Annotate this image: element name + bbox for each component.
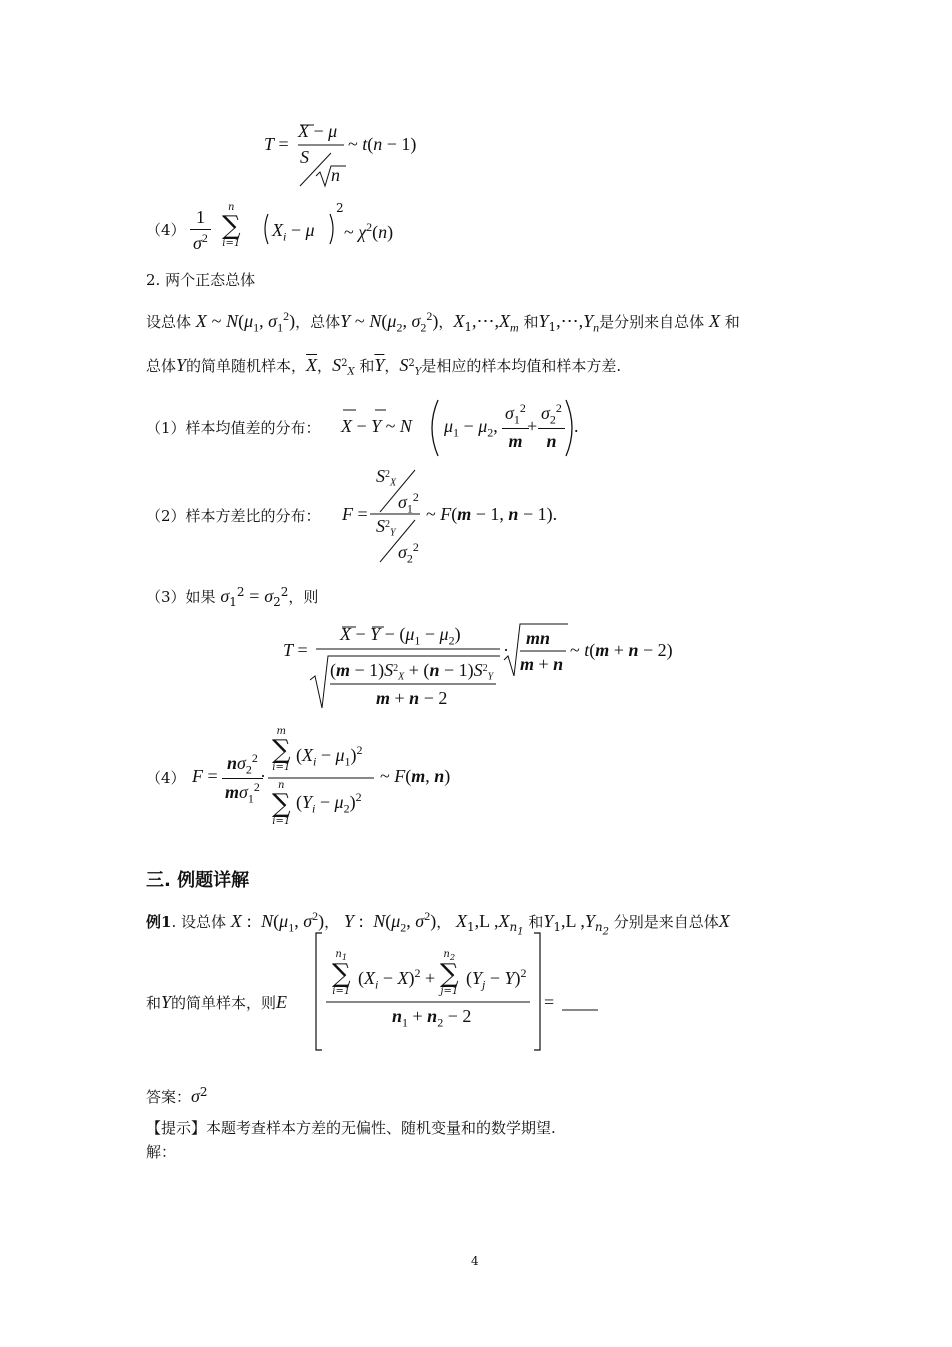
item3-inner-denominator: m + n − 2 <box>376 688 448 708</box>
solution-label: 解： <box>146 1143 177 1161</box>
formula-chi-sum: n ∑ i=1 <box>222 202 241 249</box>
example1-line1: 例1. 设总体 X : $N(\mu_1$, $\sigma^2$)， Y : $N(\mu_2$, $\sigma^2$)， $X_1,L$ $,X_{n_1}$ 和$Y_1,L$ $,Y_{n_2}$ 分别是来自总体X <box>146 909 730 938</box>
item3-sqrt-num: mn <box>526 628 551 648</box>
formula-t-lhs: T = <box>264 134 289 154</box>
section2-intro-line2: 总体Y的简单随机样本，$\overline{X}$，$S^2_X$ 和$\overline{Y}$，$S^2_Y$是相应的样本均值和样本方差. <box>146 355 622 378</box>
example1-sum2: $n_2$ ∑ j=1 <box>440 949 459 998</box>
item1-line: （1）样本均值差的分布： <box>146 419 321 437</box>
item1-formula-end: . <box>574 416 579 436</box>
item4b-formula-lhs: F = <box>192 766 218 786</box>
item2-formula-rhs: ~ F(m − 1, n − 1). <box>426 504 558 524</box>
item1-formula-frac1: $\frac{\sigma_1^2}{m}$ <box>502 400 529 453</box>
item4b-top-term: $(X_i - \mu_1)^2$ <box>296 743 363 769</box>
item3-line: （3）如果 $\sigma_1^2 = \sigma_2^2$，则 <box>146 585 319 609</box>
item3-numerator: $X - Y - (\mu_1 - \mu_2)$ <box>340 624 461 648</box>
item3-inner-numerator: $(m - 1)S^2_X + (n - 1)S^2_Y$ <box>330 660 494 683</box>
example1-term1: $(X_i - X)^2$ + <box>358 966 436 992</box>
item4b-formula-rhs: ~ F(m, n) <box>380 766 451 786</box>
item4b-sum-bottom: n ∑ i=1 <box>272 780 291 827</box>
example1-sum1: $n_1$ ∑ i=1 <box>332 949 351 998</box>
item3-formula-rhs: ~ t(m + n − 2) <box>570 640 673 660</box>
item3-sqrt-den: m + n <box>520 654 564 674</box>
formula-chi-rhs: ~ $\chi^2(n)$ <box>344 220 394 242</box>
formula-t-denominator-n: n <box>331 165 340 185</box>
item3-dot: · <box>503 640 509 660</box>
section2-heading: 2. 两个正态总体 <box>146 271 256 289</box>
item2-sy: $S^2_Y$ <box>376 516 396 539</box>
item2-sigma2: $\sigma_2^2$ <box>398 540 419 566</box>
section2-intro-line1: 设总体 X ~ $N(\mu_1$, $\sigma_1^2$)，总体Y ~ $N(\mu_2$, $\sigma_2^2$)，$X_1,\cdots,X_m$ 和$Y_1,\cdots,Y_n$是分别来自总体 X 和 <box>146 309 740 335</box>
formula-t-denominator-s: S <box>300 147 309 167</box>
item-label-4b: （4） <box>146 769 186 787</box>
formula-chi-power: 2 <box>336 201 344 215</box>
item4b-coef: $\frac{n\sigma_2^2}{m\sigma_1^2}$ <box>222 750 263 807</box>
example1-denominator: $n_1 + n_2 - 2$ <box>392 1006 472 1030</box>
formula-chi-term: $X_i - \mu$ <box>272 220 315 244</box>
example1-term2: $(Y_j - Y)^2$ <box>466 966 527 992</box>
item2-formula-lhs: F = <box>342 504 368 524</box>
formula-t-numerator: X − μ <box>298 121 338 141</box>
page-number: 4 <box>471 1254 479 1268</box>
answer-line: 答案：$\sigma^2$ <box>146 1085 208 1106</box>
item1-formula-lhs: X − Y ~ N <box>341 416 412 436</box>
hint-line: 【提示】本题考查样本方差的无偏性、随机变量和的数学期望. <box>146 1119 556 1137</box>
item4b-dot: · <box>260 766 266 786</box>
formula-t-rhs: ~ t(n − 1) <box>348 134 417 154</box>
item4b-sum-top: m ∑ i=1 <box>272 726 291 773</box>
item3-formula-lhs: T = <box>283 640 308 660</box>
item1-formula-frac2: $\frac{\sigma_2^2}{n}$ <box>538 400 565 453</box>
example1-line2: 和Y的简单样本，则E <box>146 992 288 1012</box>
example1-equals: = <box>544 992 555 1012</box>
item1-formula-plus: + <box>527 416 538 436</box>
item2-sigma1: $\sigma_1^2$ <box>398 490 419 516</box>
item1-formula-mu: $\mu_1 - \mu_2$, <box>444 416 498 440</box>
item2-sx: $S^2_X$ <box>376 466 397 489</box>
formula-chi-coef: $\frac{1}{\sigma^2}$ <box>190 205 211 256</box>
item2-line: （2）样本方差比的分布： <box>146 507 321 525</box>
item4b-bottom-term: $(Y_i - \mu_2)^2$ <box>296 790 362 816</box>
item-label-4a: （4） <box>146 221 186 239</box>
section3-heading: 三. 例题详解 <box>146 870 250 891</box>
